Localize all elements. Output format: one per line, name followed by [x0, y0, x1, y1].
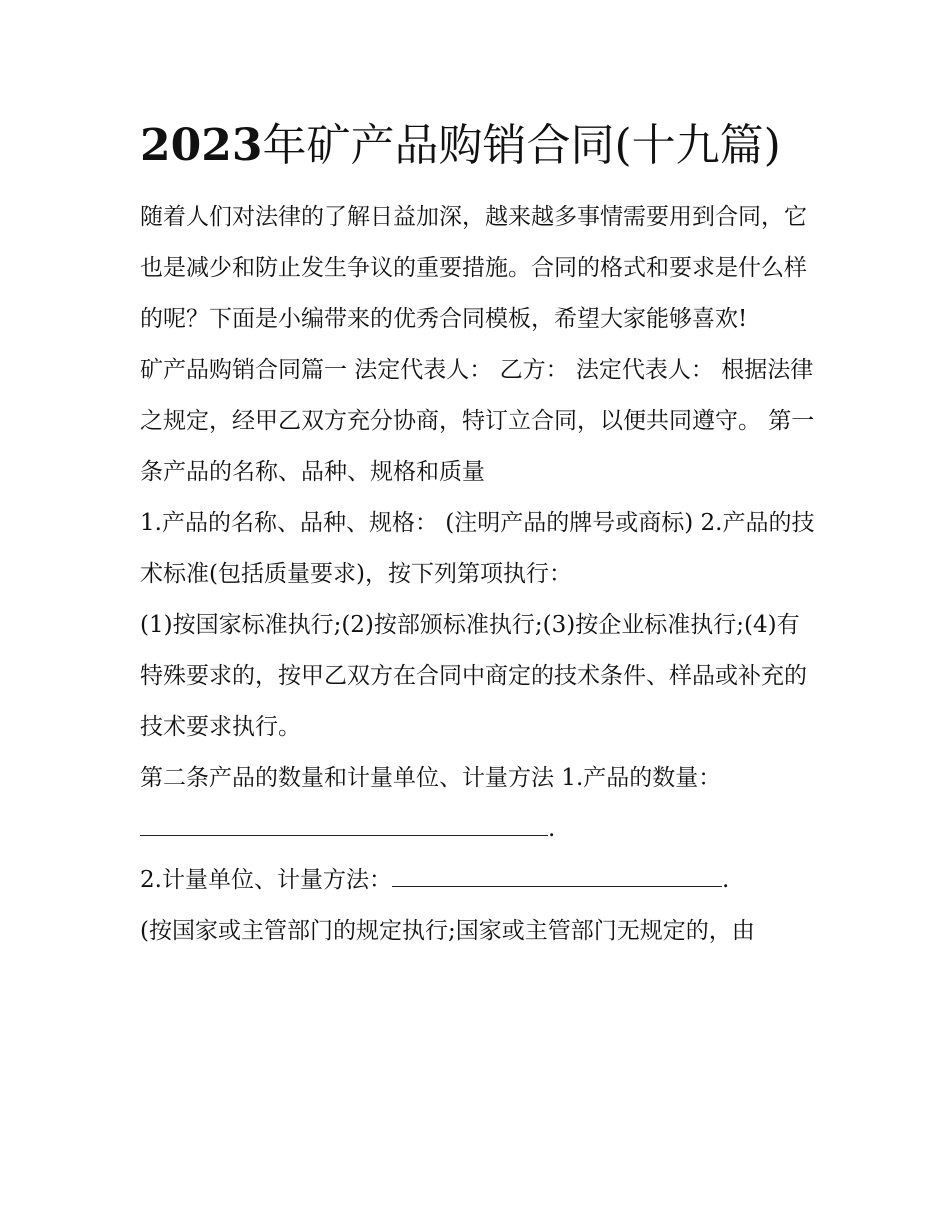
contract-paragraph-3: (1)按国家标准执行;(2)按部颁标准执行;(3)按企业标准执行;(4)有特殊要求的，按甲乙双方在合同中商定的技术条件、样品或补充的技术要求执行。	[140, 612, 807, 740]
quantity-label: 第二条产品的数量和计量单位、计量方法 1.产品的数量：	[140, 765, 722, 791]
document-page	[140, 112, 820, 957]
document-title	[140, 112, 820, 180]
measurement-blank-line	[392, 856, 722, 887]
title-year: 2023	[140, 120, 263, 171]
contract-paragraph-5	[140, 855, 820, 906]
contract-paragraph-4	[140, 753, 820, 855]
intro-paragraph: 随着人们对法律的了解日益加深，越来越多事情需要用到合同，它也是减少和防止发生争议的重要措施。合同的格式和要求是什么样的呢？下面是小编带来的优秀合同模板，希望大家能够喜欢!	[140, 204, 807, 332]
quantity-end: .	[548, 816, 556, 842]
contract-paragraph-2: 1.产品的名称、品种、规格： (注明产品的牌号或商标) 2.产品的技术标准(包括质量要求)，按下列第项执行：	[140, 510, 815, 587]
contract-paragraph-6: (按国家或主管部门的规定执行;国家或主管部门无规定的，由	[140, 918, 755, 944]
title-text: 年矿产品购销合同(十九篇)	[262, 120, 781, 171]
measurement-label: 2.计量单位、计量方法：	[140, 867, 392, 893]
quantity-blank-line	[140, 805, 548, 836]
contract-paragraph-1: 矿产品购销合同篇一 法定代表人： 乙方： 法定代表人： 根据法律之规定，经甲乙双方充分协商，特订立合同，以便共同遵守。 第一条产品的名称、品种、规格和质量	[140, 357, 815, 485]
measurement-end: .	[721, 867, 730, 893]
